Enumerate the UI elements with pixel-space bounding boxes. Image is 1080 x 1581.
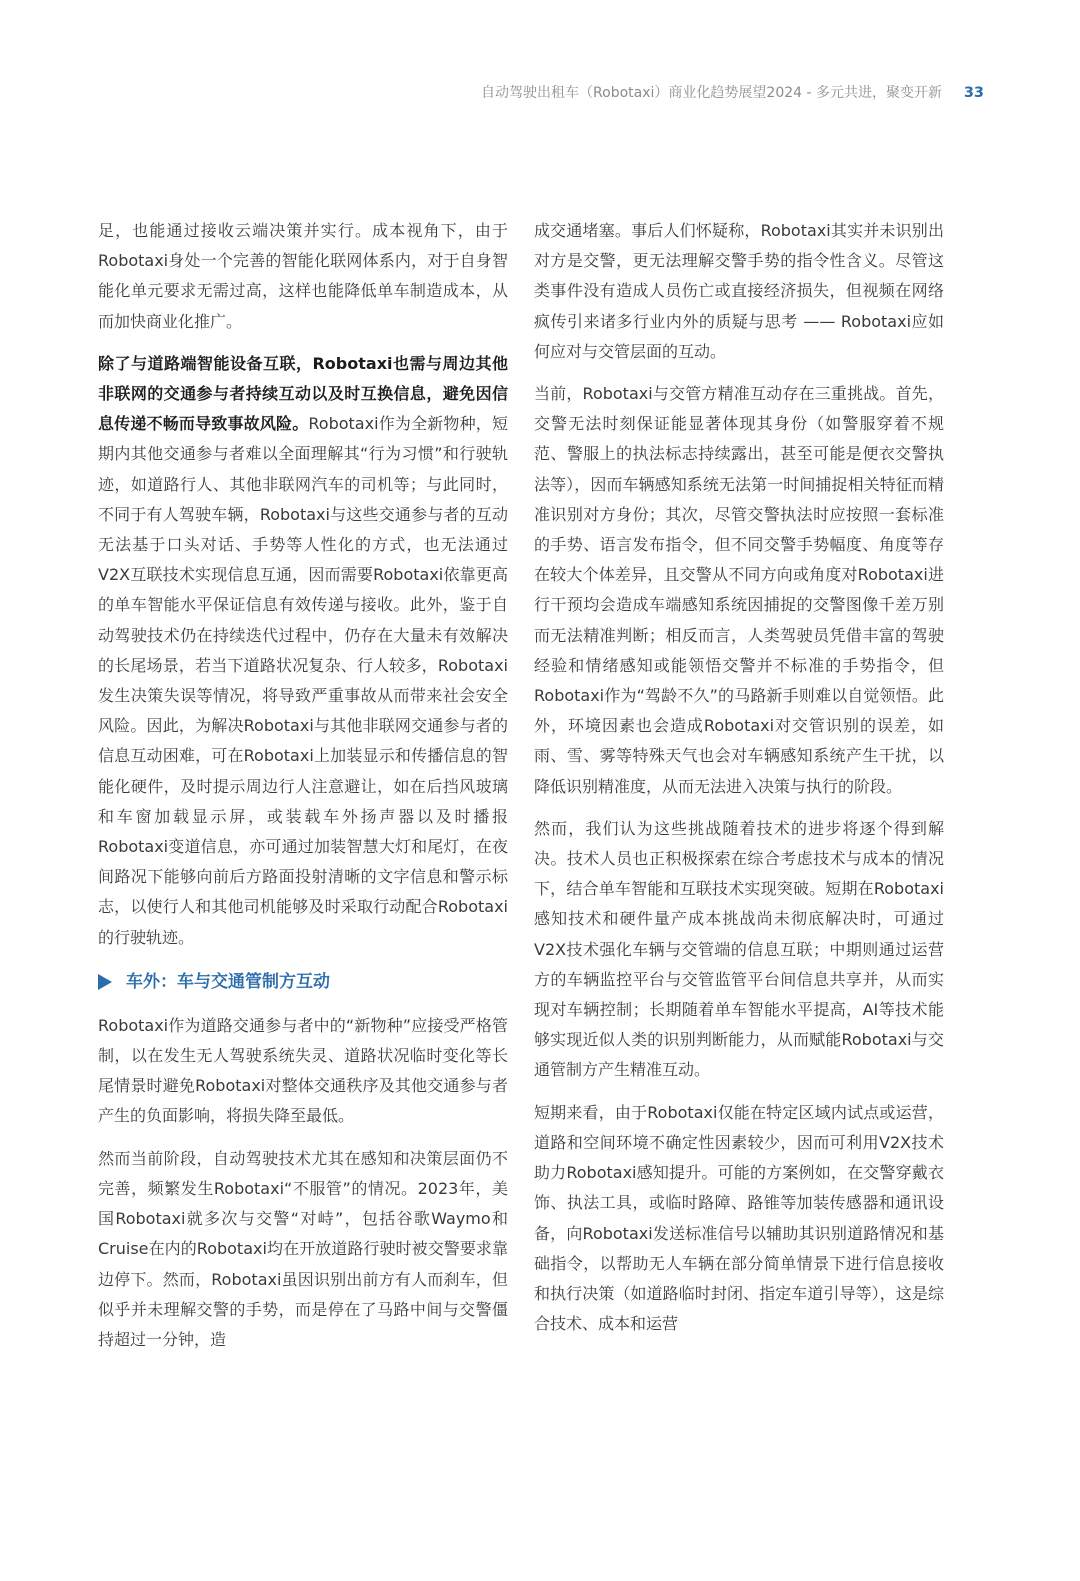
paragraph-body: Robotaxi作为全新物种，短期内其他交通参与者难以全面理解其“行为习惯”和行驶轨迹，如道路行人、其他非联网汽车的司机等；与此同时，不同于有人驾驶车辆，Robotaxi与这些交通参与者的互动无法基于口头对话、手势等人性化的方式，也无法通过V2X互联技术实现信息互通，因而需要Robotaxi依靠更高的单车智能水平保证信息有效传递与接收。此外，鉴于自动驾驶技术仍在持续迭代过程中，仍存在大量未有效解决的长尾场景，若当下道路状况复杂、行人较多，Robotaxi发生决策失误等情况，将导致严重事故从而带来社会安全风险。因此，为解决Robotaxi与其他非联网交通参与者的信息互动困难，可在Robotaxi上加装显示和传播信息的智能化硬件，及时提示周边行人注意避让，如在后挡风玻璃和车窗加载显示屏，或装载车外扬声器以及时播报Robotaxi变道信息，亦可通过加装智慧大灯和尾灯，在夜间路况下能够向前后方路面投射清晰的文字信息和警示标志，以使行人和其他司机能够及时采取行动配合Robotaxi的行驶轨迹。: [98, 414, 508, 947]
section-heading-text: 车外：车与交通管制方互动: [126, 971, 330, 992]
paragraph: Robotaxi作为道路交通参与者中的“新物种”应接受严格管制，以在发生无人驾驶系统失灵、道路状况临时变化等长尾情景时避免Robotaxi对整体交通秩序及其他交通参与者产生的负面影响，将损失降至最低。: [98, 1015, 508, 1126]
triangle-bullet-icon: [98, 974, 112, 990]
right-column: [534, 216, 944, 1351]
paragraph: 短期来看，由于Robotaxi仅能在特定区域内试点或运营，道路和空间环境不确定性因素较少，因而可利用V2X技术助力Robotaxi感知提升。可能的方案例如，在交警穿戴衣饰、执法工具，或临时路障、路锥等加装传感器和通讯设备，向Robotaxi发送标准信号以辅助其识别道路情况和基础指令，以帮助无人车辆在部分简单情景下进行信息接收和执行决策（如道路临时封闭、指定车道引导等），这是综合技术、成本和运营: [534, 1102, 944, 1334]
left-column: [98, 216, 508, 1367]
paragraph: 成交通堵塞。事后人们怀疑称，Robotaxi其实并未识别出对方是交警，更无法理解交警手势的指令性含义。尽管这类事件没有造成人员伤亡或直接经济损失，但视频在网络疯传引来诸多行业内外的质疑与思考 —— Robotaxi应如何应对与交管层面的互动。: [534, 221, 944, 361]
paragraph: 当前，Robotaxi与交管方精准互动存在三重挑战。首先，交警无法时刻保证能显著体现其身份（如警服穿着不规范、警服上的执法标志持续露出，甚至可能是便衣交警执法等），因而车辆感知系统无法第一时间捕捉相关特征而精准识别对方身份；其次，尽管交警执法时应按照一套标准的手势、语言发布指令，但不同交警手势幅度、角度等存在较大个体差异，且交警从不同方向或角度对Robotaxi进行干预均会造成车端感知系统因捕捉的交警图像千差万别而无法精准判断；相反而言，人类驾驶员凭借丰富的驾驶经验和情绪感知或能领悟交警并不标准的手势指令，但Robotaxi作为“驾龄不久”的马路新手则难以自觉领悟。此外，环境因素也会造成Robotaxi对交管识别的误差，如雨、雪、雾等特殊天气也会对车辆感知系统产生干扰，以降低识别精准度，从而无法进入决策与执行的阶段。: [534, 384, 944, 796]
section-heading: [98, 965, 508, 999]
page-header: [0, 82, 1080, 104]
paragraph: 然而当前阶段，自动驾驶技术尤其在感知和决策层面仍不完善，频繁发生Robotaxi“不服管”的情况。2023年，美国Robotaxi就多次与交警“对峙”，包括谷歌Waymo和Cruise在内的Robotaxi均在开放道路行驶时被交警要求靠边停下。然而，Robotaxi虽因识别出前方有人而刹车，但似乎并未理解交警的手势，而是停在了马路中间与交警僵持超过一分钟，造: [98, 1148, 508, 1349]
bold-lead-text: 除了与道路端智能设备互联，Robotaxi也需与周边其他非联网的交通参与者持续互动以及时互换信息，避免因信息传递不畅而导致事故风险。: [98, 353, 508, 434]
report-title: 自动驾驶出租车（Robotaxi）商业化趋势展望2024 - 多元共进，聚变开新: [481, 85, 942, 101]
paragraph: 然而，我们认为这些挑战随着技术的进步将逐个得到解决。技术人员也正积极探索在综合考虑技术与成本的情况下，结合单车智能和互联技术实现突破。短期在Robotaxi感知技术和硬件量产成本挑战尚未彻底解决时，可通过V2X技术强化车辆与交管端的信息互联；中期则通过运营方的车辆监控平台与交管监管平台间信息共享并，从而实现对车辆控制；长期随着单车智能水平提高，AI等技术能够实现近似人类的识别判断能力，从而赋能Robotaxi与交通管制方产生精准互动。: [534, 818, 944, 1080]
paragraph: 足，也能通过接收云端决策并实行。成本视角下，由于Robotaxi身处一个完善的智能化联网体系内，对于自身智能化单元要求无需过高，这样也能降低单车制造成本，从而加快商业化推广。: [98, 221, 508, 331]
page-number: 33: [963, 85, 984, 101]
paragraph: [98, 349, 508, 953]
